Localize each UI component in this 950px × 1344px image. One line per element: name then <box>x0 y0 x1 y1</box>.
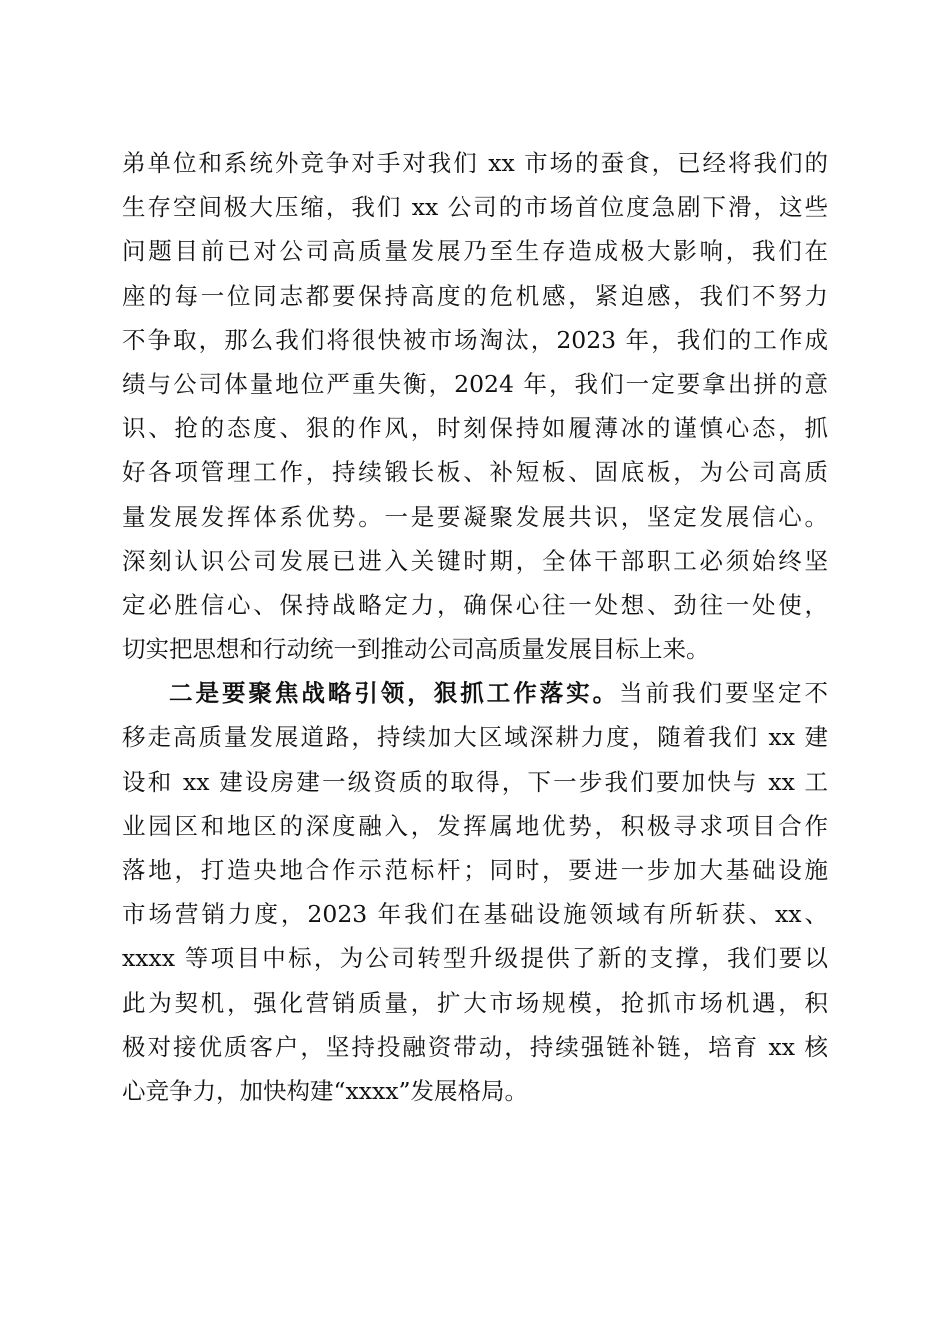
paragraph-2-line: 此为契机，强化营销质量，扩大市场规模，抢抓市场机遇，积 <box>122 988 828 1017</box>
paragraph-1-line: 深刻认识公司发展已进入关键时期，全体干部职工必须始终坚 <box>122 546 828 575</box>
paragraph-1-line: 问题目前已对公司高质量发展乃至生存造成极大影响，我们在 <box>122 237 828 266</box>
paragraph-1-line: 识、抢的态度、狠的作风，时刻保持如履薄冰的谨慎心态，抓 <box>122 414 828 443</box>
paragraph-2-line: 市场营销力度，2023 年我们在基础设施领域有所斩获、xx、 <box>122 900 828 929</box>
paragraph-2-first-line <box>122 671 828 715</box>
paragraph-2-first-line-rest: 当前我们要坚定不 <box>619 679 829 708</box>
paragraph-2 <box>122 671 828 1113</box>
paragraph-2-line: 移走高质量发展道路，持续加大区域深耕力度，随着我们 xx 建 <box>122 723 828 752</box>
paragraph-2-line: 设和 xx 建设房建一级资质的取得，下一步我们要加快与 xx 工 <box>122 767 828 796</box>
paragraph-1-line: 绩与公司体量地位严重失衡，2024 年，我们一定要拿出拼的意 <box>122 369 828 398</box>
paragraph-1-line: 定必胜信心、保持战略定力，确保心往一处想、劲往一处使， <box>122 590 828 619</box>
paragraph-2-line: 业园区和地区的深度融入，发挥属地优势，积极寻求项目合作 <box>122 811 828 840</box>
paragraph-1-line: 生存空间极大压缩，我们 xx 公司的市场首位度急剧下滑，这些 <box>122 193 828 222</box>
paragraph-1-line: 切实把思想和行动统一到推动公司高质量发展目标上来。 <box>122 635 710 664</box>
paragraph-1-line: 座的每一位同志都要保持高度的危机感，紧迫感，我们不努力 <box>122 281 828 310</box>
paragraph-2-line: 极对接优质客户，坚持投融资带动，持续强链补链，培育 xx 核 <box>122 1032 828 1061</box>
document-body <box>122 141 828 1113</box>
paragraph-2-lead-sentence: 二是要聚焦战略引领，狠抓工作落实。 <box>169 679 620 708</box>
paragraph-2-line: 心竞争力，加快构建“xxxx”发展格局。 <box>122 1076 529 1105</box>
paragraph-1-line: 量发展发挥体系优势。一是要凝聚发展共识，坚定发展信心。 <box>122 502 828 531</box>
paragraph-2-line: 落地，打造央地合作示范标杆；同时，要进一步加大基础设施 <box>122 856 828 884</box>
paragraph-2-line: xxxx 等项目中标，为公司转型升级提供了新的支撑，我们要以 <box>122 944 828 973</box>
paragraph-1-line: 好各项管理工作，持续锻长板、补短板、固底板，为公司高质 <box>122 458 828 487</box>
paragraph-1-line: 弟单位和系统外竞争对手对我们 xx 市场的蚕食，已经将我们的 <box>122 149 828 177</box>
paragraph-1-line: 不争取，那么我们将很快被市场淘汰，2023 年，我们的工作成 <box>122 325 828 354</box>
paragraph-1 <box>122 141 828 671</box>
